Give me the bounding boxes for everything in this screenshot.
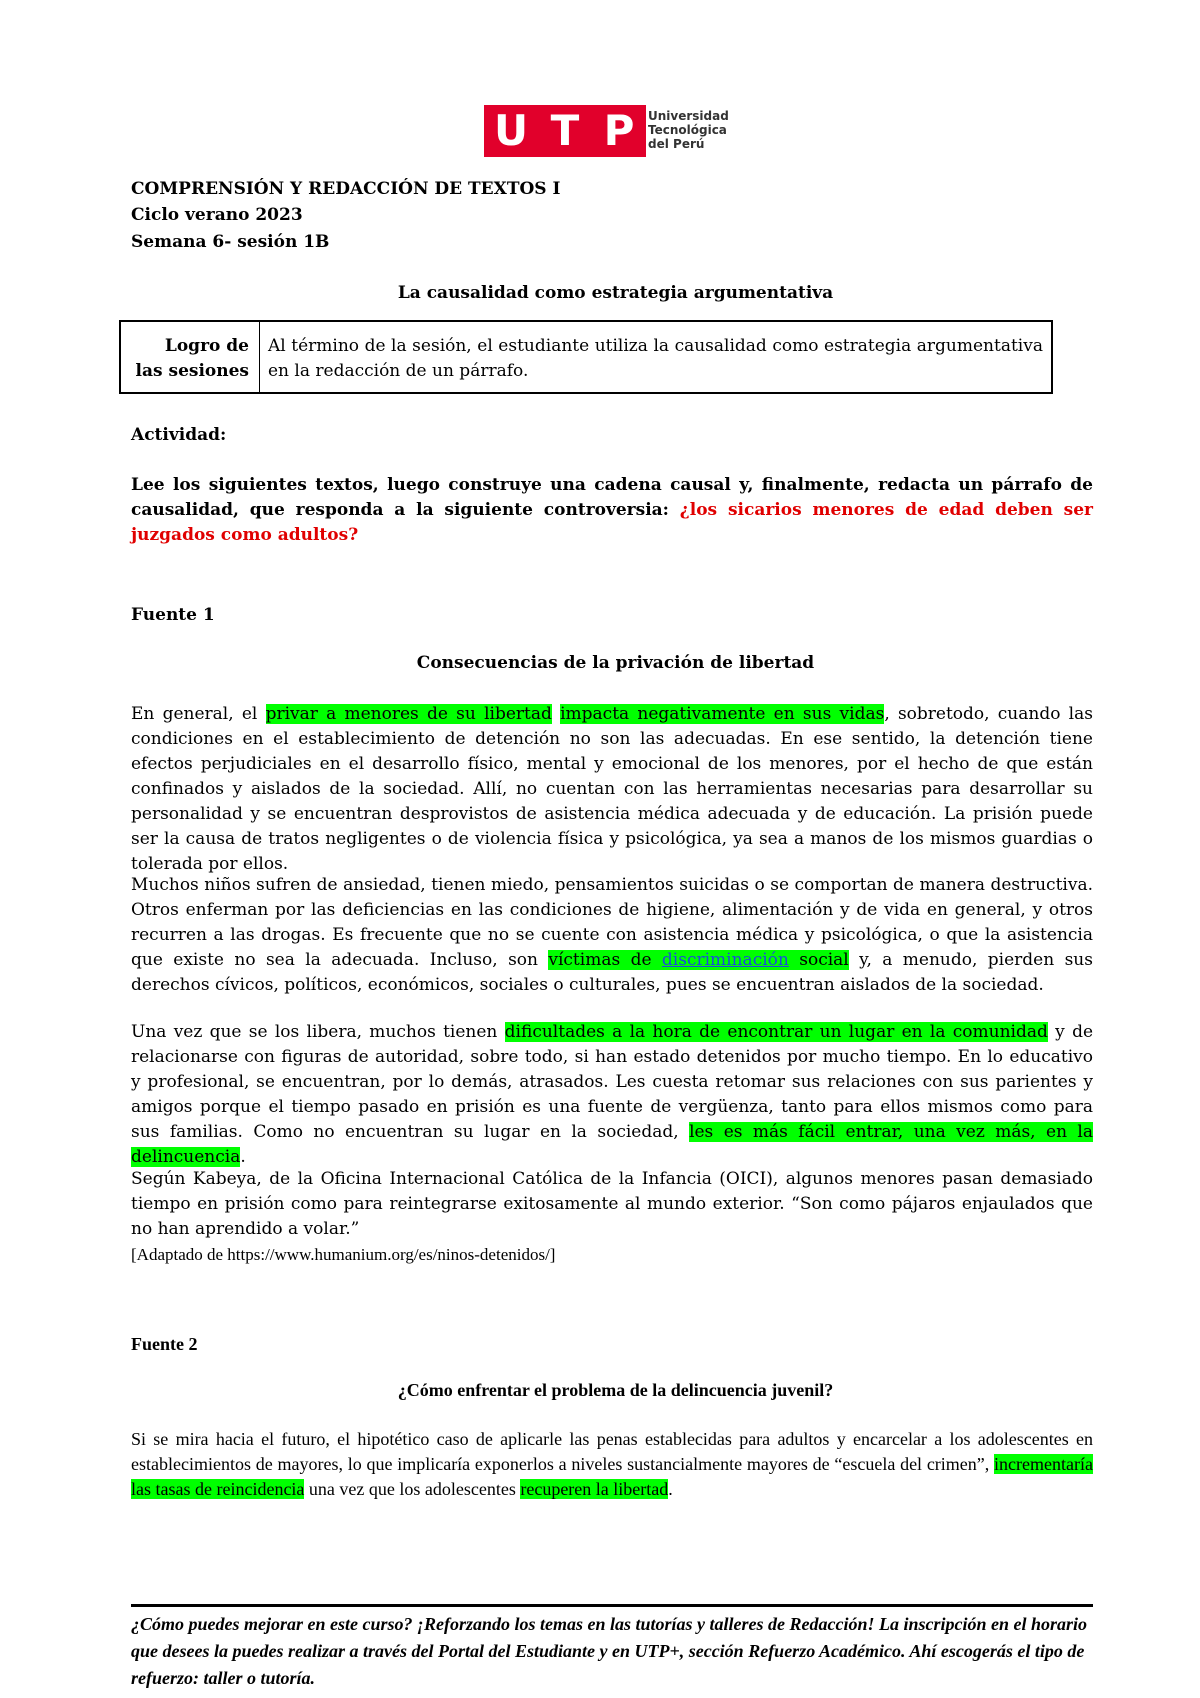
- logo-letter-u: U: [484, 105, 538, 157]
- highlight: impacta negativamente en sus vidas: [560, 704, 885, 724]
- text-run: , sobretodo, cuando las condiciones en el establecimiento de detención no son las adecuadas. En ese sentido, la detención tiene efectos perjudiciales en el desarrollo físico, mental y emocional de los menores, por el hecho de que están confinados y aislados de la sociedad. Allí, no cuentan con las herramientas necesarias para desarrollar su personalidad y se encuentran desprovistos de asistencia médica adecuada y de educación. La prisión puede ser la causa de tratos negligentes o de violencia física y psicológica, ya sea a manos de los mismos guardias o tolerada por ellos.: [131, 704, 1093, 874]
- highlight: privar a menores de su libertad: [265, 704, 552, 724]
- discriminacion-link[interactable]: discriminación: [661, 950, 789, 970]
- text-run: En general, el: [131, 704, 266, 724]
- fuente1-title: Consecuencias de la privación de libertad: [416, 653, 815, 673]
- footer-divider: [131, 1604, 1093, 1607]
- fuente1-paragraph-1: [131, 702, 1093, 877]
- logo-text: [648, 109, 729, 151]
- controversy-question: ¿los sicarios menores de edad deben ser juzgados como adultos?: [131, 500, 1094, 545]
- actividad-instruction: [131, 473, 1093, 548]
- logo-letter-t: T: [538, 105, 592, 157]
- logro-text: Al término de la sesión, el estudiante utiliza la causalidad como estrategia argumentativa en la redacción de un párrafo.: [268, 336, 1043, 381]
- actividad-label: Actividad:: [131, 425, 227, 445]
- text-run: y, a menudo, pierden sus derechos cívicos, políticos, económicos, sociales o culturales, pues se encuentran aislados de la sociedad.: [131, 950, 1093, 995]
- text-run: .: [668, 1479, 673, 1499]
- fuente1-paragraph-2: [131, 873, 1093, 998]
- text-run: y de relacionarse con figuras de autoridad, sobre todo, si han estado detenidos por mucho tiempo. En lo educativo y profesional, se encuentran, por lo demás, atrasados. Les cuesta retomar sus relaciones con sus parientes y amigos porque el tiempo pasado en prisión es una fuente de vergüenza, tanto para ellos mismos como para sus familias. Como no encuentran su lugar en la sociedad,: [131, 1022, 1094, 1142]
- text-run: [552, 704, 560, 724]
- highlight: social: [788, 950, 849, 970]
- logro-label-line1: Logro de: [164, 336, 249, 356]
- logo-text-line1: Universidad: [648, 109, 729, 123]
- highlight: dificultades a la hora de encontrar un lugar en la comunidad: [504, 1022, 1048, 1042]
- highlight: incrementaría las tasas de reincidencia: [131, 1454, 1093, 1499]
- week-label: Semana 6- sesión 1B: [131, 232, 330, 252]
- fuente1-paragraph-3: [131, 1020, 1093, 1170]
- logo-text-line2: Tecnológica: [648, 123, 727, 137]
- highlight: recuperen la libertad: [520, 1479, 669, 1499]
- text-run: una vez que los adolescentes: [304, 1479, 521, 1499]
- cycle-label: Ciclo verano 2023: [131, 205, 303, 225]
- text-run: .: [240, 1147, 246, 1167]
- text-run: Una vez que se los libera, muchos tienen: [131, 1022, 505, 1042]
- logro-label-line2: las sesiones: [135, 361, 249, 381]
- footer-note: ¿Cómo puedes mejorar en este curso? ¡Reforzando los temas en las tutorías y talleres de Redacción! La inscripción en el horario que desees la puedes realizar a través del Portal del Estudiante y en UTP+, sección Refuerzo Académico. Ahí escogerás el tipo de refuerzo: taller o tutoría.: [131, 1614, 1088, 1688]
- logo-letter-p: P: [592, 105, 646, 157]
- course-title: COMPRENSIÓN Y REDACCIÓN DE TEXTOS I: [131, 179, 561, 199]
- text-run: Muchos niños sufren de ansiedad, tienen miedo, pensamientos suicidas o se comportan de manera destructiva. Otros enferman por las deficiencias en las condiciones de higiene, alimentación y de vida en general, y otros recurren a las drogas. Es frecuente que no se cuente con asistencia médica y psicológica, o que la asistencia que existe no sea la adecuada. Incluso, son: [131, 875, 1093, 970]
- fuente2-paragraph-1: [131, 1427, 1093, 1502]
- fuente1-paragraph-4: Según Kabeya, de la Oficina Internacional Católica de la Infancia (OICI), algunos menores pasan demasiado tiempo en prisión como para reintegrarse exitosamente al mundo exterior. “Son como pájaros enjaulados que no han aprendido a volar.”: [131, 1169, 1093, 1239]
- page-title: La causalidad como estrategia argumentativa: [397, 283, 834, 303]
- utp-logo: [484, 105, 728, 157]
- highlight: les es más fácil entrar, una vez más, en la delincuencia: [131, 1122, 1093, 1167]
- logo-text-line3: del Perú: [648, 137, 705, 151]
- fuente1-label: Fuente 1: [131, 605, 215, 625]
- fuente2-label: Fuente 2: [131, 1334, 198, 1354]
- text-run: Si se mira hacia el futuro, el hipotético caso de aplicarle las penas establecidas para adultos y encarcelar a los adolescentes en establecimientos de mayores, lo que implicaría exponerlos a niveles sustancialmente mayores de “escuela del crimen”,: [131, 1429, 1093, 1474]
- instruction-text: Lee los siguientes textos, luego construye una cadena causal y, finalmente, redacta un párrafo de causalidad, que responda a la siguiente controversia:: [131, 475, 1093, 520]
- logro-table: [119, 320, 1053, 394]
- highlight: víctimas de: [548, 950, 662, 970]
- fuente2-title: ¿Cómo enfrentar el problema de la delincuencia juvenil?: [397, 1380, 834, 1400]
- logro-label: [121, 322, 260, 392]
- fuente1-source: [Adaptado de https://www.humanium.org/es/ninos-detenidos/]: [131, 1245, 556, 1264]
